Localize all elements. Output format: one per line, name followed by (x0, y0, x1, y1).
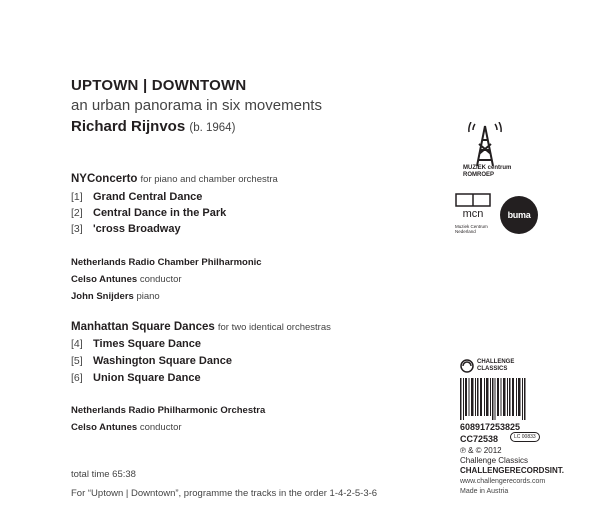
work-2-heading (71, 321, 331, 333)
performer-name: John Snijders (71, 291, 134, 302)
records-int: CHALLENGERECORDSINT. (460, 466, 565, 475)
performer-line (71, 274, 182, 285)
lc-badge: LC 00833 (510, 432, 540, 442)
work-1-title: NYConcerto (71, 173, 138, 185)
barcode-number: 608917253825 (460, 422, 521, 432)
work-1-description: for piano and chamber orchestra (140, 174, 278, 185)
track-row (71, 355, 232, 367)
track-title: Central Dance in the Park (93, 207, 227, 219)
track-number: [3] (71, 223, 83, 235)
performer-role: conductor (139, 422, 182, 433)
challenge-logo-mark (460, 359, 474, 373)
performer-name: Celso Antunes (71, 422, 138, 433)
radio-tower-logo (455, 122, 515, 182)
mcn-logo-mark (455, 193, 491, 219)
track-title: Washington Square Dance (93, 355, 232, 367)
track-row (71, 223, 181, 235)
catalog-number: CC72538 (460, 434, 499, 444)
album-title: UPTOWN | DOWNTOWN (71, 77, 247, 94)
work-2-description: for two identical orchestras (217, 322, 331, 333)
track-number: [5] (71, 355, 83, 367)
track-row (71, 207, 226, 219)
track-number: [1] (71, 191, 83, 203)
challenge-classics-logo (460, 358, 540, 374)
performer-line (71, 257, 262, 268)
performer-line (71, 291, 160, 302)
track-title: Union Square Dance (93, 372, 201, 384)
buma-logo-text: buma cultuur (504, 210, 534, 258)
composer-dates: (b. 1964) (189, 122, 236, 134)
label-name: Challenge Classics (460, 456, 529, 465)
work-2-title: Manhattan Square Dances (71, 321, 215, 333)
performer-name: Celso Antunes (71, 274, 138, 285)
track-number: [4] (71, 338, 83, 350)
programme-note: For “Uptown | Downtown”, programme the tracks in the order 1-4-2-5-3-6 (71, 488, 378, 499)
track-row (71, 191, 202, 203)
mcn-logo-text: mcn (462, 208, 484, 219)
track-title: Times Square Dance (93, 338, 202, 350)
performer-name: Netherlands Radio Chamber Philharmonic (71, 257, 262, 268)
track-number: [2] (71, 207, 83, 219)
total-time: total time 65:38 (71, 469, 136, 480)
performer-role: conductor (139, 274, 182, 285)
performer-line (71, 405, 265, 416)
track-number: [6] (71, 372, 83, 384)
muziek-logo-text: MUZIEK centrum ROMROEP (463, 165, 512, 178)
radio-tower-icon (455, 122, 515, 170)
barcode (460, 378, 526, 420)
mcn-logo-subtext: Muziek Centrum Nederland (455, 224, 488, 234)
performer-line (71, 422, 182, 433)
track-row (71, 338, 201, 350)
performer-name: Netherlands Radio Philharmonic Orchestra (71, 405, 266, 416)
copyright: ℗ & © 2012 (460, 446, 502, 455)
track-title: 'cross Broadway (93, 223, 181, 235)
challenge-logo-text: CHALLENGE CLASSICS (477, 359, 515, 372)
buma-logo (500, 196, 538, 258)
mcn-logo (455, 193, 491, 234)
work-1-heading (71, 173, 278, 185)
made-in: Made in Austria (460, 488, 509, 495)
website: www.challengerecords.com (460, 478, 546, 485)
performer-role: piano (136, 291, 160, 302)
album-subtitle: an urban panorama in six movements (71, 97, 322, 114)
composer-line (71, 118, 235, 135)
track-title: Grand Central Dance (93, 191, 203, 203)
composer-name: Richard Rijnvos (71, 118, 186, 135)
track-row (71, 372, 201, 384)
